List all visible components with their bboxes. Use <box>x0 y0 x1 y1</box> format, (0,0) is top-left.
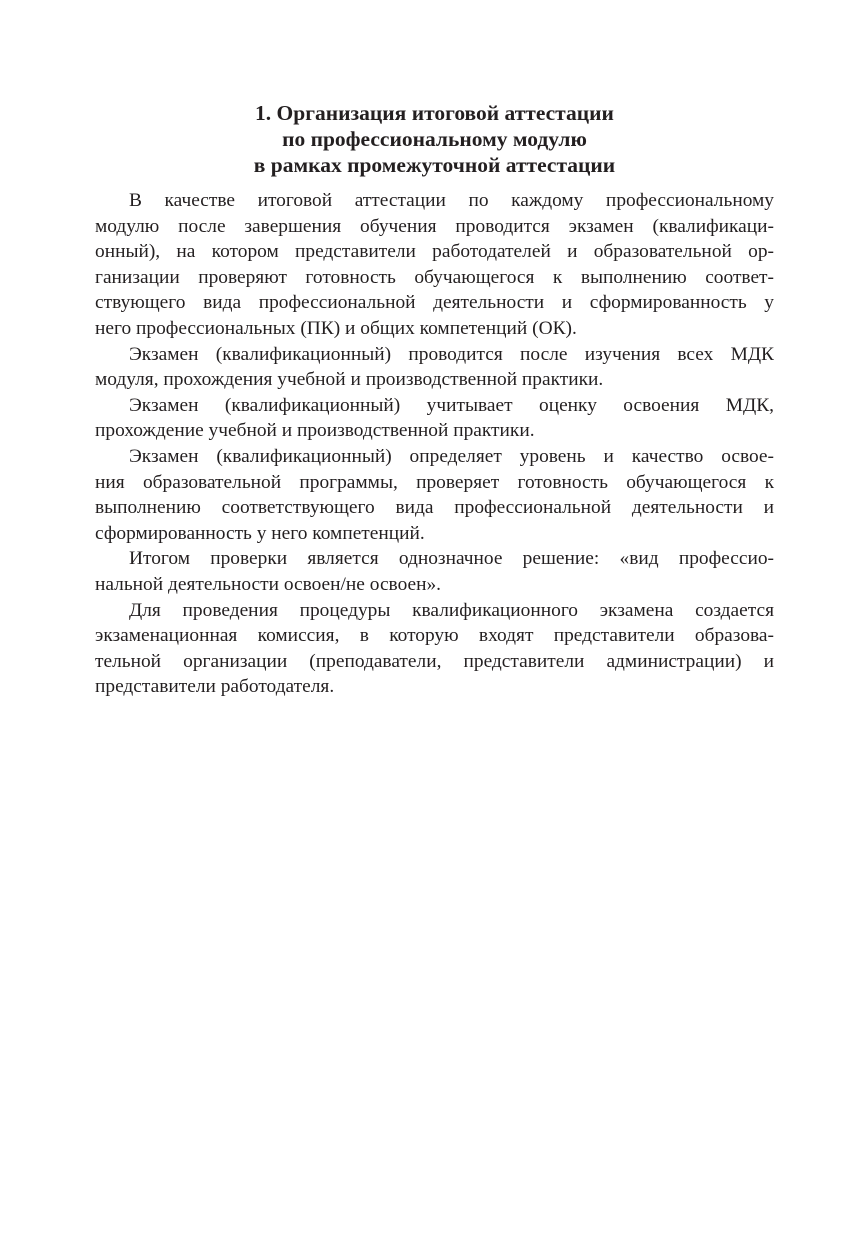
text-line: модуля, прохождения учебной и производственной практики. <box>95 369 604 391</box>
paragraph <box>95 598 774 700</box>
text-line: В качестве итоговой аттестации по каждому профессиональному <box>129 190 774 211</box>
text-line: Экзамен (квалификационный) определяет уровень и качество освое- <box>129 445 774 467</box>
text-line: представители работодателя. <box>95 676 335 698</box>
text-line: ния образовательной программы, проверяет готовность обучающегося к <box>95 471 774 493</box>
text-line: Экзамен (квалификационный) проводится после изучения всех МДК <box>129 343 774 365</box>
text-line: выполнению соответствующего вида профессиональной деятельности и <box>95 497 774 519</box>
heading-line: по профессиональному модулю <box>282 127 587 151</box>
heading-line: 1. Организация итоговой аттестации <box>255 101 614 125</box>
text-line: модулю после завершения обучения проводится экзамен (квалификаци- <box>95 215 774 237</box>
document-page <box>95 100 774 700</box>
text-line: нальной деятельности освоен/не освоен». <box>95 573 442 595</box>
text-line: ствующего вида профессиональной деятельности и сформированность у <box>95 292 774 314</box>
text-line: Итогом проверки является однозначное решение: «вид профессио- <box>129 548 774 570</box>
text-line: Экзамен (квалификационный) учитывает оценку освоения МДК, <box>129 394 774 416</box>
paragraph <box>95 188 774 342</box>
paragraph <box>95 546 774 597</box>
paragraph <box>95 393 774 444</box>
text-line: сформированность у него компетенций. <box>95 522 425 544</box>
text-line: тельной организации (преподаватели, представители администрации) и <box>95 650 774 672</box>
text-line: онный), на котором представители работодателей и образовательной ор- <box>95 241 774 263</box>
text-line: него профессиональных (ПК) и общих компетенций (ОК). <box>95 317 577 339</box>
heading-line: в рамках промежуточной аттестации <box>253 153 616 177</box>
paragraph <box>95 444 774 546</box>
paragraph <box>95 342 774 393</box>
text-line: экзаменационная комиссия, в которую входят представители образова- <box>95 625 774 647</box>
section-heading <box>95 100 774 178</box>
text-line: ганизации проверяют готовность обучающегося к выполнению соответ- <box>95 266 774 288</box>
text-line: прохождение учебной и производственной практики. <box>95 420 535 442</box>
text-line: Для проведения процедуры квалификационного экзамена создается <box>129 599 774 621</box>
